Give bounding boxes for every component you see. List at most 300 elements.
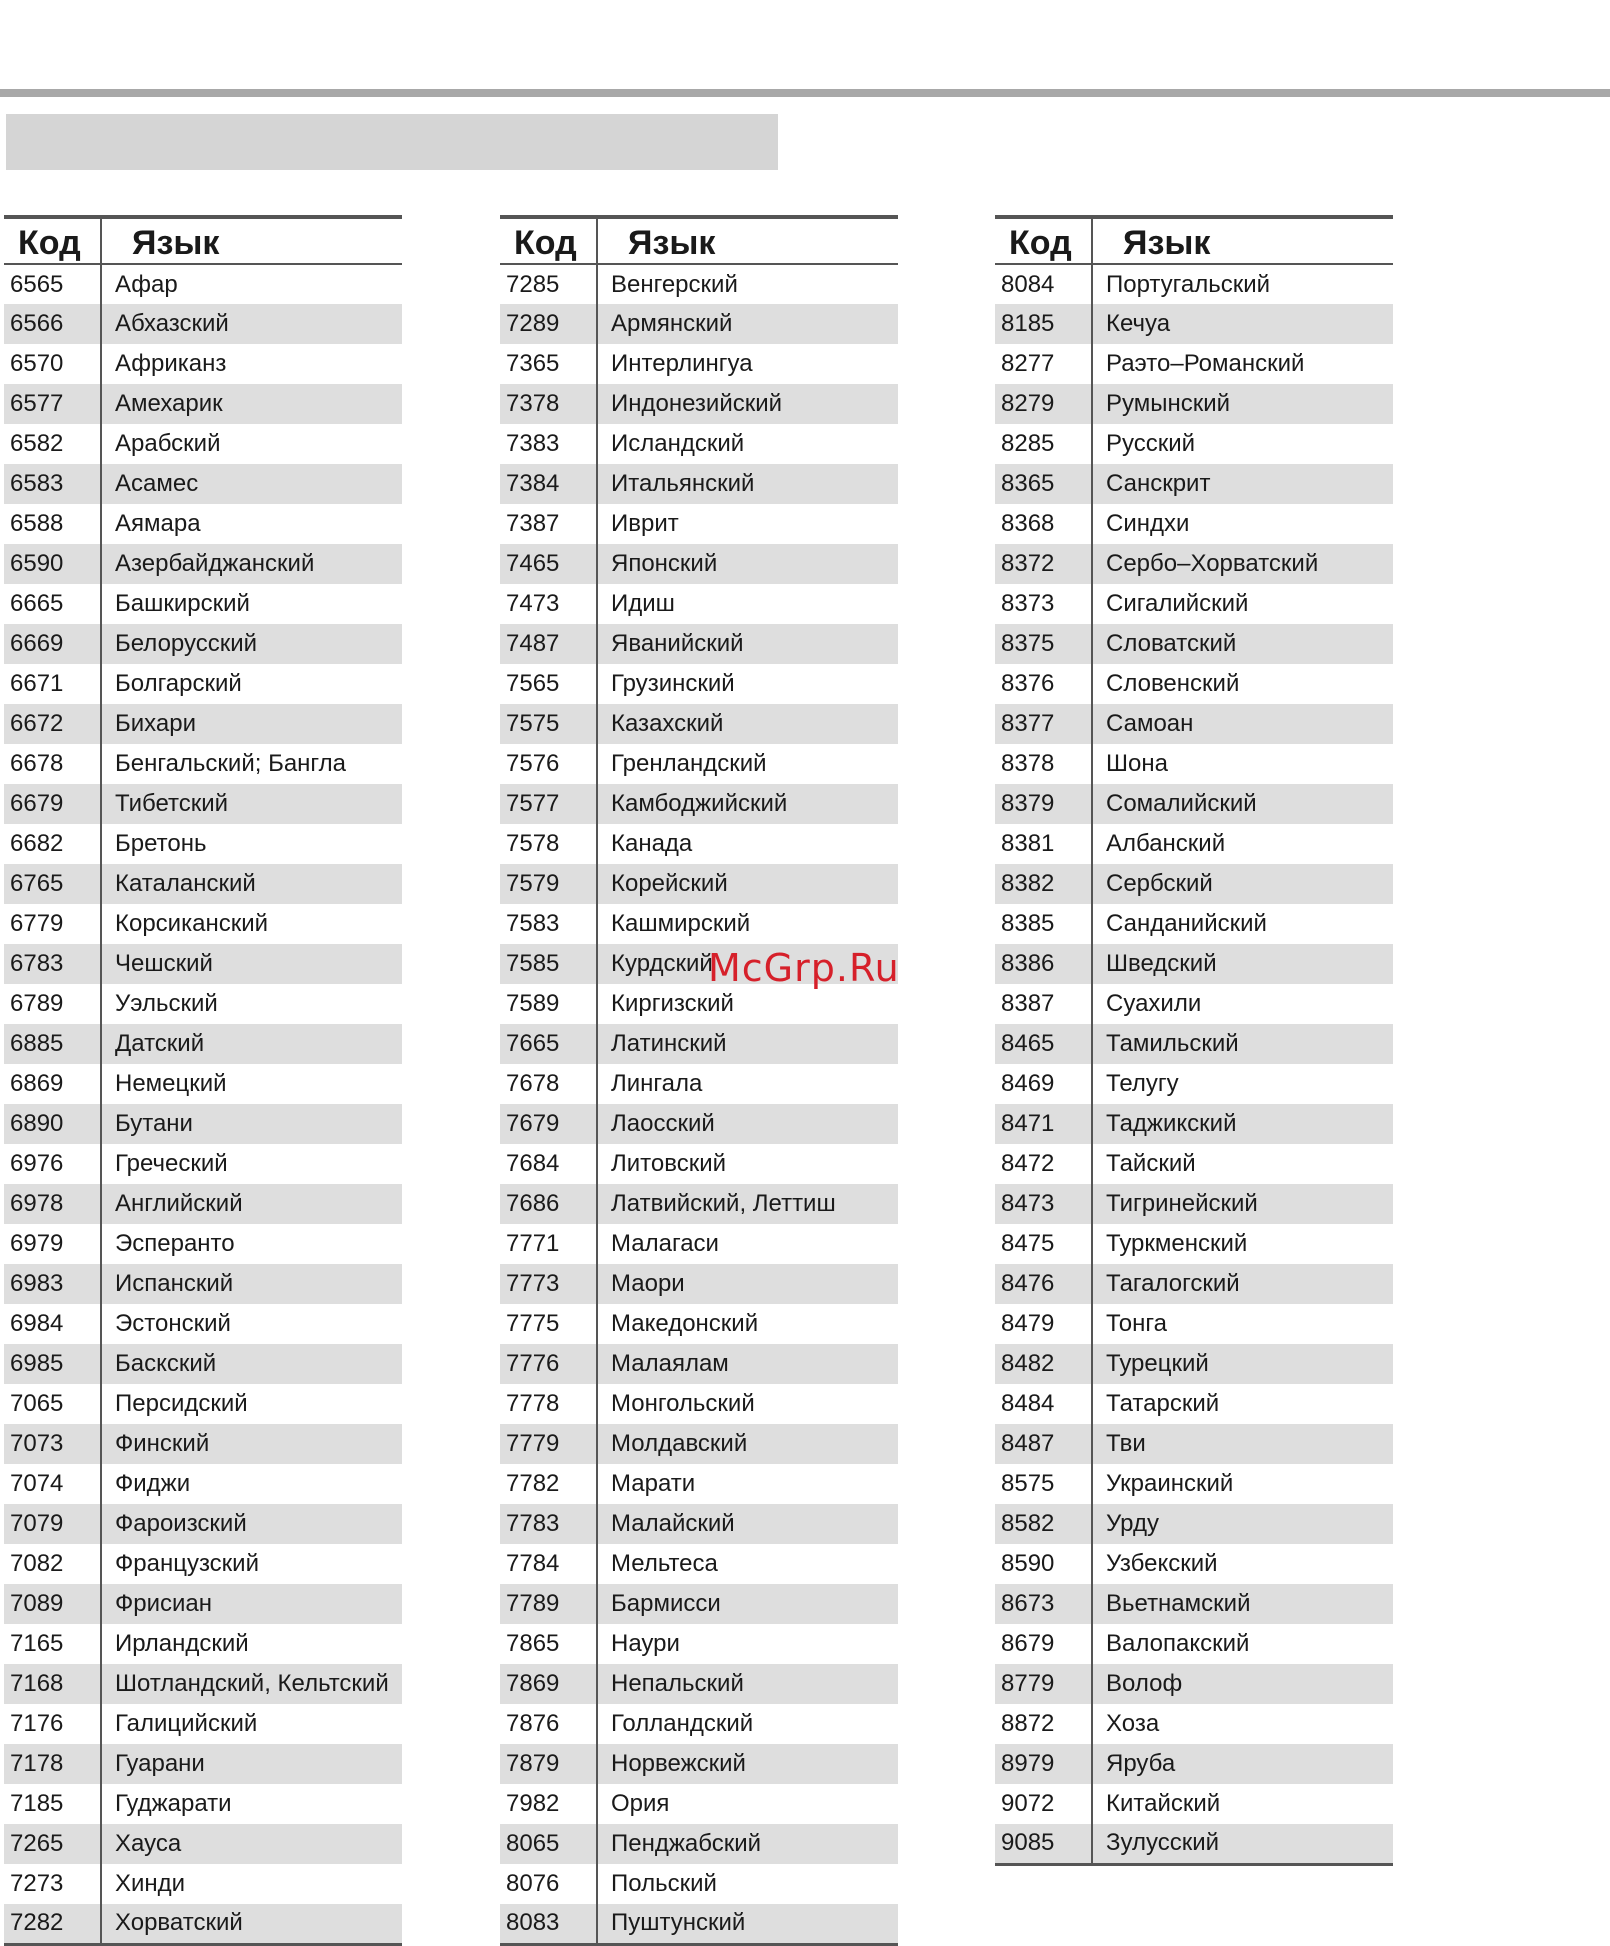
language-name-cell: Вьетнамский (1092, 1584, 1393, 1624)
language-name-cell: Бутани (101, 1104, 402, 1144)
language-code-cell: 7089 (4, 1584, 101, 1624)
language-name-cell: Бихари (101, 704, 402, 744)
table-row (500, 1584, 898, 1624)
table-row (4, 264, 402, 304)
language-code-cell: 8376 (995, 664, 1092, 704)
language-name-cell: Шона (1106, 750, 1168, 777)
language-name-cell: Ория (611, 1790, 670, 1817)
table-row (4, 984, 402, 1024)
table-row (995, 944, 1393, 984)
language-code-cell: 6679 (4, 784, 101, 824)
language-name-cell: Албанский (1106, 830, 1226, 857)
table-row (4, 1504, 402, 1544)
table-header-row (500, 217, 898, 264)
language-name-cell: Русский (1106, 430, 1196, 457)
table-row (4, 464, 402, 504)
language-name-cell: Голландский (611, 1710, 754, 1737)
table-row (500, 464, 898, 504)
language-name-cell: Турецкий (1092, 1344, 1393, 1384)
language-name-cell: Лаосский (597, 1104, 898, 1144)
language-code-cell: 6984 (4, 1304, 101, 1344)
language-name-cell: Синдхи (1106, 510, 1190, 537)
table-row (995, 1384, 1393, 1424)
language-code-cell: 8575 (995, 1464, 1092, 1504)
language-code-cell: 6682 (4, 824, 101, 864)
language-code-cell: 7285 (500, 264, 597, 304)
language-code-cell: 6765 (4, 864, 101, 904)
language-name-cell: Африканз (115, 350, 227, 377)
table-row (4, 1304, 402, 1344)
language-name-cell: Шотландский, Кельтский (101, 1664, 402, 1704)
table-body (995, 264, 1393, 1864)
language-code-cell: 7779 (500, 1424, 597, 1464)
language-code-cell: 7782 (500, 1464, 597, 1504)
table-row (995, 984, 1393, 1024)
language-code-cell: 6976 (4, 1144, 101, 1184)
language-name-cell: Сербский (1092, 864, 1393, 904)
language-code-table-1 (4, 215, 402, 1946)
table-row (500, 1824, 898, 1864)
table-row (500, 1424, 898, 1464)
language-name-cell: Мельтеса (611, 1550, 718, 1577)
language-code-cell: 7365 (500, 344, 597, 384)
table-row (4, 744, 402, 784)
table-row (995, 1144, 1393, 1184)
language-name-cell: Гуарани (101, 1744, 402, 1784)
language-code-cell: 7778 (500, 1384, 597, 1424)
language-code-cell: 6983 (4, 1264, 101, 1304)
language-code-cell: 7771 (500, 1224, 597, 1264)
language-code-cell: 8471 (995, 1104, 1092, 1144)
table-row (4, 344, 402, 384)
language-name-cell: Гуджарати (115, 1790, 232, 1817)
table-row (4, 304, 402, 344)
table-row (500, 584, 898, 624)
language-name-cell: Асамес (101, 464, 402, 504)
table-header-row (4, 217, 402, 264)
language-name-cell: Литовский (611, 1150, 727, 1177)
table-row (4, 944, 402, 984)
language-column-header: Язык (1092, 217, 1393, 264)
table-row (500, 1304, 898, 1344)
language-name-cell: Хауса (101, 1824, 402, 1864)
language-name-cell: Бретонь (115, 830, 207, 857)
table-row (500, 304, 898, 344)
language-code-cell: 8487 (995, 1424, 1092, 1464)
table-row (4, 1664, 402, 1704)
language-name-cell: Туркменский (1106, 1230, 1248, 1257)
language-name-cell: Тонга (1106, 1310, 1167, 1337)
table-row (995, 784, 1393, 824)
table-row (995, 504, 1393, 544)
code-column-header: Код (500, 217, 597, 264)
language-code-cell: 7073 (4, 1424, 101, 1464)
table-row (500, 1384, 898, 1424)
language-code-cell: 8472 (995, 1144, 1092, 1184)
table-row (995, 1704, 1393, 1744)
table-row (995, 1424, 1393, 1464)
language-code-cell: 7678 (500, 1064, 597, 1104)
language-code-cell: 8779 (995, 1664, 1092, 1704)
language-code-cell: 8378 (995, 744, 1092, 784)
code-column-header: Код (995, 217, 1092, 264)
language-code-cell: 8465 (995, 1024, 1092, 1064)
language-name-cell: Яванийский (597, 624, 898, 664)
language-code-cell: 8385 (995, 904, 1092, 944)
language-code-cell: 7579 (500, 864, 597, 904)
language-name-cell: Казахский (597, 704, 898, 744)
language-code-cell: 7473 (500, 584, 597, 624)
language-code-cell: 7679 (500, 1104, 597, 1144)
table-row (500, 1264, 898, 1304)
language-name-cell: Польский (611, 1870, 717, 1897)
language-name-cell: Сигалийский (1106, 590, 1249, 617)
language-code-cell: 7876 (500, 1704, 597, 1744)
table-row (4, 1264, 402, 1304)
language-code-cell: 7273 (4, 1864, 101, 1904)
language-code-table-2 (500, 215, 898, 1946)
language-code-cell: 7383 (500, 424, 597, 464)
language-name-cell: Бармисси (597, 1584, 898, 1624)
language-name-cell: Румынский (1092, 384, 1393, 424)
table-row (995, 744, 1393, 784)
table-row (500, 984, 898, 1024)
language-name-cell: Норвежский (597, 1744, 898, 1784)
language-code-cell: 8372 (995, 544, 1092, 584)
language-code-cell: 7565 (500, 664, 597, 704)
table-row (500, 744, 898, 784)
language-name-cell: Испанский (101, 1264, 402, 1304)
table-row (995, 264, 1393, 304)
language-code-cell: 7869 (500, 1664, 597, 1704)
language-code-cell: 6783 (4, 944, 101, 984)
language-code-cell: 7775 (500, 1304, 597, 1344)
table-row (995, 1544, 1393, 1584)
language-code-cell: 8386 (995, 944, 1092, 984)
language-name-cell: Интерлингуа (611, 350, 753, 377)
language-name-cell: Латинский (597, 1024, 898, 1064)
language-name-cell: Тагалогский (1092, 1264, 1393, 1304)
code-column-header: Код (4, 217, 101, 264)
language-name-cell: Украинский (1106, 1470, 1234, 1497)
language-name-cell: Корсиканский (115, 910, 269, 937)
language-name-cell: Корейский (597, 864, 898, 904)
language-name-cell: Зулусский (1092, 1824, 1393, 1864)
language-code-cell: 7387 (500, 504, 597, 544)
language-code-cell: 7789 (500, 1584, 597, 1624)
language-name-cell: Тигринейский (1092, 1184, 1393, 1224)
language-code-cell: 7074 (4, 1464, 101, 1504)
language-name-cell: Македонский (611, 1310, 759, 1337)
table-row (500, 1144, 898, 1184)
language-name-cell: Исландский (611, 430, 745, 457)
table-row (995, 824, 1393, 864)
table-row (4, 1064, 402, 1104)
language-name-cell: Чешский (101, 944, 402, 984)
language-code-cell: 7465 (500, 544, 597, 584)
language-code-cell: 6789 (4, 984, 101, 1024)
language-code-cell: 6583 (4, 464, 101, 504)
language-code-cell: 7265 (4, 1824, 101, 1864)
language-code-table-3 (995, 215, 1393, 1866)
table-row (500, 344, 898, 384)
table-row (4, 1144, 402, 1184)
table-row (995, 904, 1393, 944)
language-name-cell: Раэто–Романский (1106, 350, 1305, 377)
language-code-cell: 7165 (4, 1624, 101, 1664)
language-name-cell: Ирландский (115, 1630, 249, 1657)
language-name-cell: Курдский (597, 944, 898, 984)
language-code-cell: 7176 (4, 1704, 101, 1744)
table-row (995, 1624, 1393, 1664)
language-name-cell: Словенский (1106, 670, 1240, 697)
language-code-cell: 8469 (995, 1064, 1092, 1104)
table-row (4, 1184, 402, 1224)
table-row (4, 1224, 402, 1264)
language-code-cell: 8382 (995, 864, 1092, 904)
language-name-cell: Маори (597, 1264, 898, 1304)
table-row (4, 1464, 402, 1504)
language-name-cell: Японский (597, 544, 898, 584)
table-row (4, 1104, 402, 1144)
table-row (4, 1624, 402, 1664)
table-row (4, 1024, 402, 1064)
language-code-cell: 7686 (500, 1184, 597, 1224)
language-code-cell: 6985 (4, 1344, 101, 1384)
language-name-cell: Иврит (611, 510, 679, 537)
language-name-cell: Китайский (1106, 1790, 1221, 1817)
table-row (995, 544, 1393, 584)
language-code-cell: 9085 (995, 1824, 1092, 1864)
language-name-cell: Малаялам (597, 1344, 898, 1384)
language-name-cell: Молдавский (597, 1424, 898, 1464)
table-row (995, 464, 1393, 504)
language-name-cell: Португальский (1106, 270, 1271, 298)
language-column-header: Язык (101, 217, 402, 264)
language-name-cell: Эсперанто (115, 1230, 235, 1257)
language-code-cell: 7684 (500, 1144, 597, 1184)
language-name-cell: Санскрит (1092, 464, 1393, 504)
language-code-cell: 8065 (500, 1824, 597, 1864)
language-name-cell: Датский (101, 1024, 402, 1064)
table-row (4, 864, 402, 904)
language-code-cell: 6566 (4, 304, 101, 344)
language-code-cell: 7289 (500, 304, 597, 344)
language-code-cell: 7585 (500, 944, 597, 984)
table-row (500, 1024, 898, 1064)
table-row (500, 1064, 898, 1104)
language-name-cell: Тибетский (101, 784, 402, 824)
language-name-cell: Непальский (597, 1664, 898, 1704)
language-name-cell: Суахили (1106, 990, 1202, 1017)
language-code-cell: 7079 (4, 1504, 101, 1544)
language-name-cell: Сомалийский (1092, 784, 1393, 824)
table-row (995, 1224, 1393, 1264)
language-name-cell: Валопакский (1106, 1630, 1250, 1657)
table-row (4, 1864, 402, 1904)
language-code-cell: 6978 (4, 1184, 101, 1224)
table-row (500, 664, 898, 704)
language-name-cell: Волоф (1092, 1664, 1393, 1704)
language-code-cell: 8377 (995, 704, 1092, 744)
language-code-cell: 7583 (500, 904, 597, 944)
language-code-cell: 6665 (4, 584, 101, 624)
table-row (4, 1784, 402, 1824)
table-row (995, 1664, 1393, 1704)
language-code-cell: 7865 (500, 1624, 597, 1664)
language-code-cell: 6565 (4, 264, 101, 304)
top-rule (0, 89, 1610, 97)
language-name-cell: Словатский (1092, 624, 1393, 664)
language-name-cell: Гренландский (611, 750, 767, 777)
watermark-text: McGrp.Ru (708, 946, 900, 990)
table-row (995, 344, 1393, 384)
language-code-cell: 8484 (995, 1384, 1092, 1424)
table-row (4, 1424, 402, 1464)
language-code-cell: 8482 (995, 1344, 1092, 1384)
language-code-cell: 8473 (995, 1184, 1092, 1224)
language-name-cell: Камбоджийский (597, 784, 898, 824)
language-code-cell: 7773 (500, 1264, 597, 1304)
language-name-cell: Телугу (1106, 1070, 1179, 1097)
table-row (500, 704, 898, 744)
language-name-cell: Персидский (115, 1390, 248, 1417)
language-code-cell: 8387 (995, 984, 1092, 1024)
table-row (500, 624, 898, 664)
table-row (500, 544, 898, 584)
table-body (500, 264, 898, 1944)
language-code-cell: 7487 (500, 624, 597, 664)
language-code-cell: 6570 (4, 344, 101, 384)
language-name-cell: Аямара (115, 510, 201, 537)
language-name-cell: Немецкий (115, 1070, 227, 1097)
language-name-cell: Венгерский (611, 270, 738, 298)
language-name-cell: Татарский (1106, 1390, 1220, 1417)
table-row (995, 1344, 1393, 1384)
language-name-cell: Канада (611, 830, 693, 857)
language-name-cell: Каталанский (101, 864, 402, 904)
table-row (4, 704, 402, 744)
language-code-cell: 7665 (500, 1024, 597, 1064)
table-row (4, 1584, 402, 1624)
language-code-cell: 8365 (995, 464, 1092, 504)
language-code-cell: 8475 (995, 1224, 1092, 1264)
language-name-cell: Фароизский (101, 1504, 402, 1544)
language-code-cell: 7578 (500, 824, 597, 864)
language-code-cell: 8084 (995, 264, 1092, 304)
language-code-cell: 7589 (500, 984, 597, 1024)
language-code-cell: 7879 (500, 1744, 597, 1784)
language-name-cell: Киргизский (611, 990, 734, 1017)
language-name-cell: Фиджи (115, 1470, 191, 1497)
language-name-cell: Армянский (597, 304, 898, 344)
language-code-cell: 6678 (4, 744, 101, 784)
table-row (995, 1264, 1393, 1304)
language-name-cell: Наури (611, 1630, 680, 1657)
table-row (4, 1344, 402, 1384)
language-name-cell: Болгарский (115, 670, 242, 697)
table-header-row (995, 217, 1393, 264)
table-row (4, 1904, 402, 1944)
language-name-cell: Таджикский (1092, 1104, 1393, 1144)
table-row (4, 544, 402, 584)
language-code-cell: 6588 (4, 504, 101, 544)
language-code-cell: 6672 (4, 704, 101, 744)
language-code-cell: 6979 (4, 1224, 101, 1264)
language-name-cell: Амехарик (101, 384, 402, 424)
table-row (500, 1904, 898, 1944)
language-name-cell: Индонезийский (597, 384, 898, 424)
table-row (500, 1704, 898, 1744)
language-name-cell: Тайский (1106, 1150, 1196, 1177)
language-code-cell: 8679 (995, 1624, 1092, 1664)
language-code-cell: 7783 (500, 1504, 597, 1544)
language-code-cell: 7178 (4, 1744, 101, 1784)
language-code-cell: 8375 (995, 624, 1092, 664)
language-code-cell: 7982 (500, 1784, 597, 1824)
language-code-cell: 8673 (995, 1584, 1092, 1624)
language-name-cell: Хорватский (101, 1904, 402, 1944)
table-row (4, 584, 402, 624)
language-code-cell: 7577 (500, 784, 597, 824)
table-row (995, 1024, 1393, 1064)
table-row (995, 304, 1393, 344)
table-row (995, 1744, 1393, 1784)
table-row (995, 664, 1393, 704)
language-name-cell: Арабский (115, 430, 221, 457)
language-name-cell: Кашмирский (611, 910, 751, 937)
table-row (995, 1304, 1393, 1344)
table-row (500, 264, 898, 304)
language-code-cell: 6671 (4, 664, 101, 704)
language-code-cell: 8476 (995, 1264, 1092, 1304)
language-name-cell: Тамильский (1092, 1024, 1393, 1064)
table-row (995, 1464, 1393, 1504)
language-code-cell: 6577 (4, 384, 101, 424)
language-code-cell: 7576 (500, 744, 597, 784)
language-code-cell: 6582 (4, 424, 101, 464)
table-row (500, 384, 898, 424)
table-row (4, 1824, 402, 1864)
language-code-cell: 8979 (995, 1744, 1092, 1784)
language-name-cell: Самоан (1092, 704, 1393, 744)
language-name-cell: Французский (115, 1550, 259, 1577)
table-row (4, 624, 402, 664)
table-row (995, 1064, 1393, 1104)
table-row (4, 664, 402, 704)
table-row (4, 384, 402, 424)
table-row (500, 784, 898, 824)
language-name-cell: Башкирский (115, 590, 250, 617)
table-row (500, 904, 898, 944)
table-row (995, 1184, 1393, 1224)
table-row (995, 1824, 1393, 1864)
table-row (4, 1384, 402, 1424)
table-row (500, 1104, 898, 1144)
language-name-cell: Белорусский (101, 624, 402, 664)
language-name-cell: Галицийский (115, 1710, 258, 1737)
language-name-cell: Греческий (115, 1150, 228, 1177)
table-row (500, 504, 898, 544)
language-name-cell: Малайский (597, 1504, 898, 1544)
language-code-cell: 6890 (4, 1104, 101, 1144)
language-code-cell: 7185 (4, 1784, 101, 1824)
language-code-cell: 7065 (4, 1384, 101, 1424)
language-code-cell: 7784 (500, 1544, 597, 1584)
language-name-cell: Баскский (101, 1344, 402, 1384)
table-row (4, 1704, 402, 1744)
table-body (4, 264, 402, 1944)
